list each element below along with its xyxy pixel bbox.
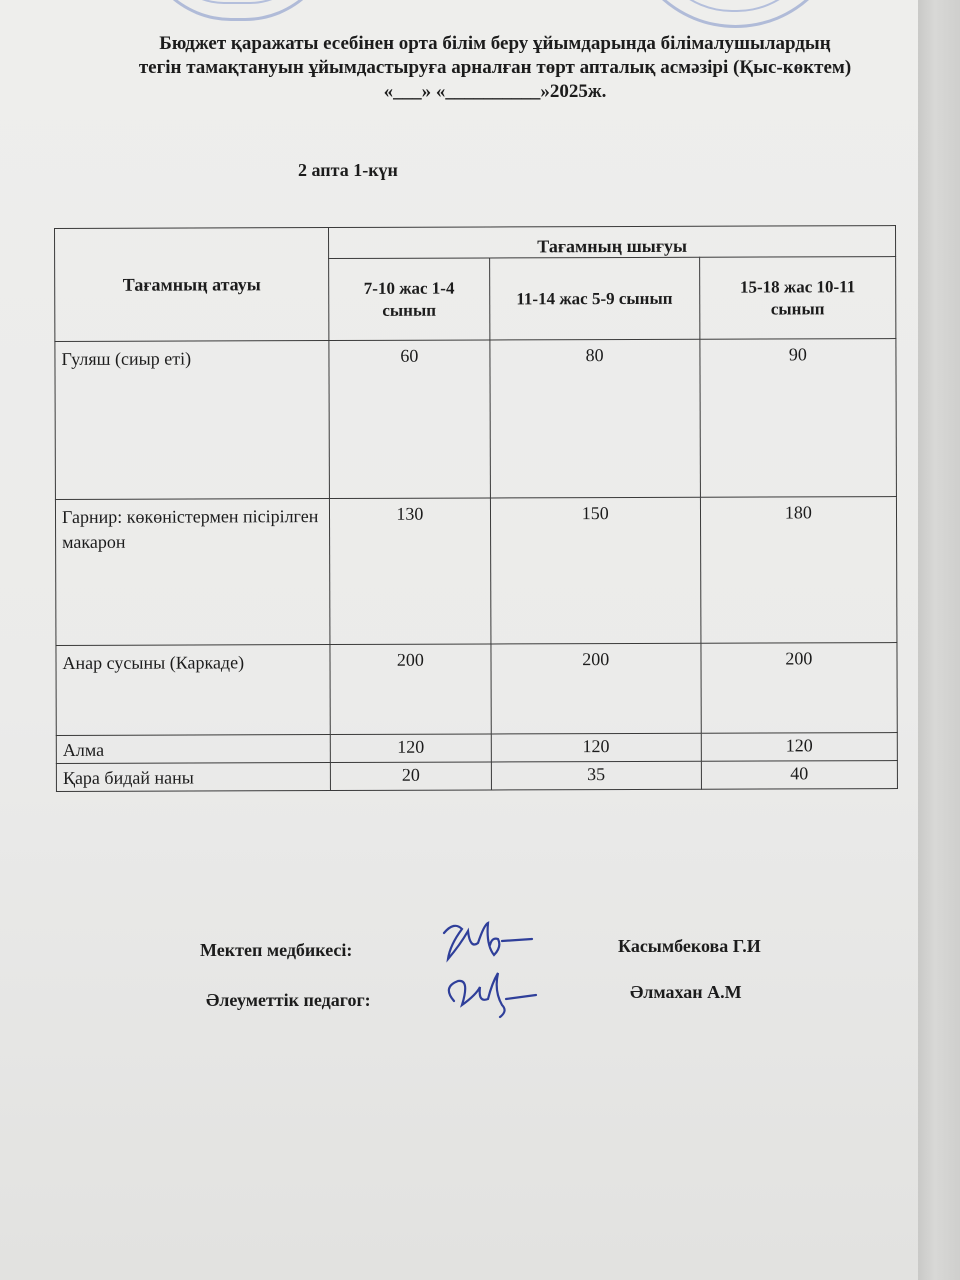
paper-background	[918, 0, 960, 1280]
age-group-1: 7-10 жас 1-4 сынып	[329, 258, 490, 340]
table-row	[55, 497, 897, 646]
dish-name: Гуляш (сиыр еті)	[55, 341, 330, 500]
portion-value: 150	[490, 497, 701, 644]
portion-value: 180	[700, 497, 897, 644]
portion-value: 200	[330, 644, 491, 735]
title-line-1: Бюджет қаражаты есебінен орта білім беру ұйымдарында білімалушылардың	[159, 33, 831, 54]
table-row	[56, 733, 897, 764]
portion-value: 20	[331, 762, 492, 791]
table-row	[56, 761, 897, 792]
week-day-label: 2 апта 1-күн	[298, 160, 398, 180]
header-row	[55, 226, 896, 260]
portion-value: 120	[491, 733, 701, 762]
document-title	[60, 32, 930, 104]
dish-name: Қара бидай наны	[56, 763, 330, 792]
age-group-2: 11-14 жас 5-9 сынып	[489, 258, 699, 340]
portion-value: 130	[330, 498, 491, 645]
nurse-name: Касымбекова Г.И	[618, 936, 761, 956]
dish-name: Алма	[56, 735, 330, 764]
portion-value: 60	[329, 340, 490, 499]
table-row	[55, 339, 897, 500]
portion-header: Тағамның шығуы	[329, 226, 896, 259]
age-group-3: 15-18 жас 10-11 сынып	[699, 257, 896, 339]
nurse-role-label: Мектеп медбикесі:	[200, 940, 353, 960]
portion-value: 40	[701, 761, 897, 790]
portion-value: 120	[701, 733, 897, 762]
dish-name-header: Тағамның атауы	[55, 228, 330, 342]
title-line-2: тегін тамақтануын ұйымдастыруға арналған төрт апталық асмәзірі (Қыс-көктем)	[138, 57, 852, 78]
portion-value: 80	[490, 339, 701, 498]
dish-name: Гарнир: көкөністермен пісірілген макарон	[55, 499, 330, 646]
pedagogue-signature	[440, 965, 540, 1025]
portion-value: 90	[700, 339, 897, 498]
pedagogue-role-label: Әлеуметтік педагог:	[206, 990, 371, 1010]
portion-value: 35	[491, 761, 701, 790]
menu-table	[54, 225, 898, 792]
dish-name: Анар сусыны (Каркаде)	[56, 645, 331, 736]
table-row	[56, 643, 897, 736]
portion-value: 120	[330, 734, 491, 763]
pedagogue-name: Әлмахан А.М	[630, 982, 742, 1002]
portion-value: 200	[491, 643, 701, 734]
portion-value: 200	[701, 643, 898, 734]
title-line-3: «___» «__________»2025ж.	[383, 81, 607, 102]
